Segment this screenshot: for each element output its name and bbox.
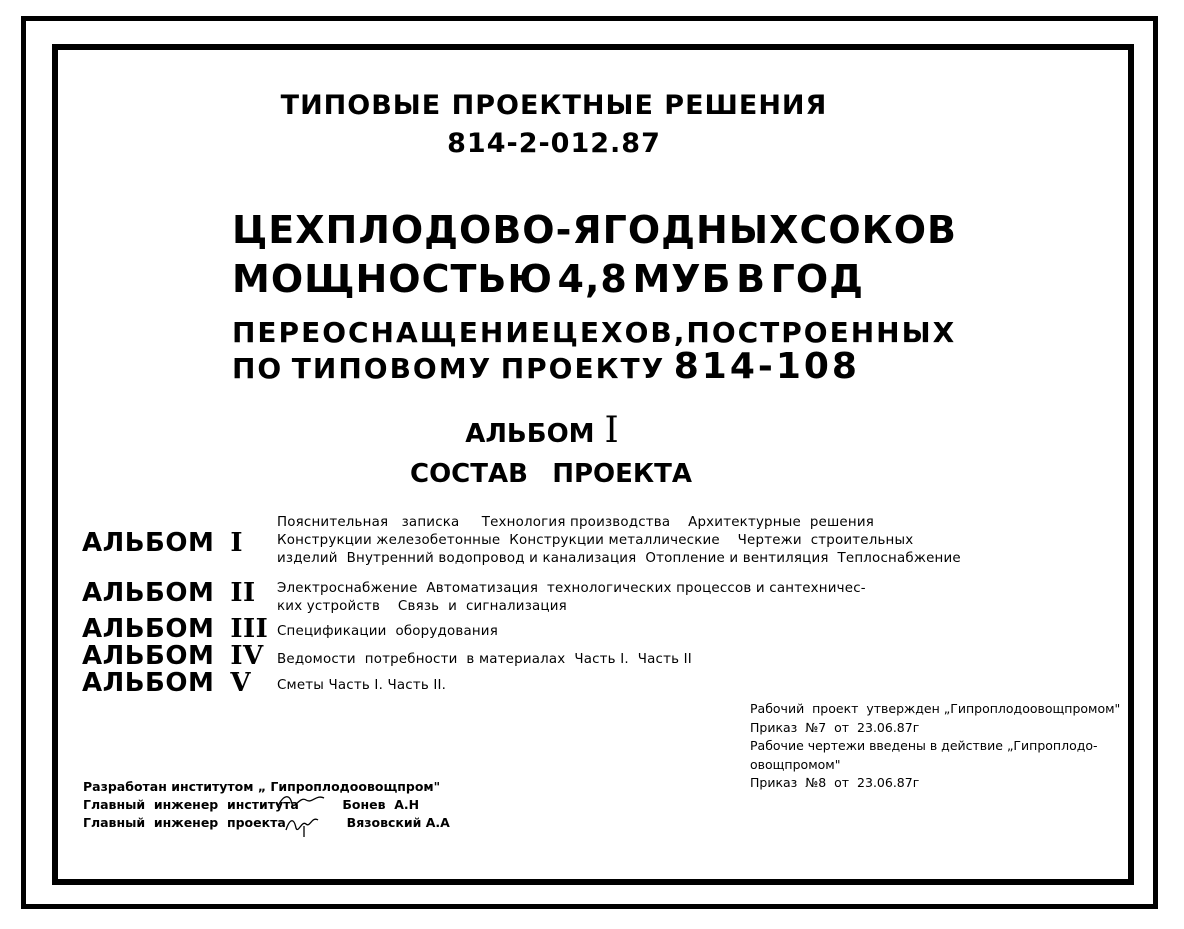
album-label <box>82 614 268 644</box>
album-label-text: АЛЬБОМ <box>82 668 215 698</box>
main-title-line1 <box>232 208 957 252</box>
album-description: Пояснительная записка Технология производства Архитектурные решения Конструкции железобетонные Конструкции металлические Чертежи строительных изделий Внутренний водопровод и канализация Отопление и вентиляция Теплоснабжение <box>277 515 961 566</box>
album-label-text: АЛЬБОМ <box>82 578 215 608</box>
composition-word: ПРОЕКТА <box>552 459 692 489</box>
album-number: II <box>230 578 256 608</box>
subtitle-word: ПЕРЕОСНАЩЕНИЕ <box>232 316 552 349</box>
title-word: 4,8 <box>557 257 628 301</box>
subtitle-line2 <box>232 346 860 387</box>
album-label <box>82 578 256 608</box>
project-engineer-signature-icon <box>284 812 320 838</box>
album-label <box>82 668 251 698</box>
album-description: Ведомости потребности в материалах Часть I. Часть II <box>277 652 692 667</box>
subtitle-word: ПОСТРОЕННЫХ <box>686 316 957 349</box>
album-description: Сметы Часть I. Часть II. <box>277 678 447 693</box>
album-description: Спецификации оборудования <box>277 624 498 639</box>
series-title: ТИПОВЫЕ ПРОЕКТНЫЕ РЕШЕНИЯ <box>280 90 828 121</box>
title-word: ПЛОДОВО-ЯГОДНЫХ <box>325 208 800 252</box>
project-number: 814-108 <box>673 346 860 387</box>
album-label-text: АЛЬБОМ <box>82 528 215 558</box>
title-word: МОЩНОСТЬЮ <box>232 257 553 301</box>
album-number: I <box>230 528 243 558</box>
subtitle-word: ЦЕХОВ, <box>551 316 687 349</box>
title-word: ЦЕХ <box>232 208 326 252</box>
subtitle-word: ТИПОВОМУ <box>291 352 493 385</box>
album-number: IV <box>230 641 264 671</box>
composition-word: СОСТАВ <box>410 459 528 489</box>
title-word: ГОД <box>770 257 864 301</box>
album-heading-number: I <box>604 410 619 451</box>
subtitle-word: ПРОЕКТУ <box>500 352 666 385</box>
album-heading <box>0 410 1084 451</box>
album-number: V <box>230 668 252 698</box>
title-word: МУБ <box>632 257 732 301</box>
chief-engineer-signature-icon <box>276 790 326 812</box>
composition-heading <box>410 459 692 489</box>
subtitle-line1 <box>232 316 957 349</box>
title-word: СОКОВ <box>799 208 957 252</box>
album-label <box>82 528 243 558</box>
title-word: В <box>736 257 767 301</box>
subtitle-word: ПО <box>232 352 284 385</box>
album-description: Электроснабжение Автоматизация технологических процессов и сантехничес- ких устройств Связь и сигнализация <box>277 581 866 614</box>
main-title-line2 <box>232 257 864 301</box>
album-label <box>82 641 264 671</box>
album-label-text: АЛЬБОМ <box>82 614 215 644</box>
developer-note: Разработан институтом „ Гипроплодоовощпром" Главный инженер института Бонев А.Н Главный инженер проекта Вязовский А.А <box>83 779 450 830</box>
album-heading-label: АЛЬБОМ <box>465 419 595 449</box>
approval-note: Рабочий проект утвержден „Гипроплодоовощпромом" Приказ №7 от 23.06.87г Рабочие чертежи введены в действие „Гипроплодо- овощпромом" Приказ №8 от 23.06.87г <box>750 701 1121 790</box>
album-number: III <box>230 614 269 644</box>
series-code: 814-2-012.87 <box>447 128 661 159</box>
album-label-text: АЛЬБОМ <box>82 641 215 671</box>
